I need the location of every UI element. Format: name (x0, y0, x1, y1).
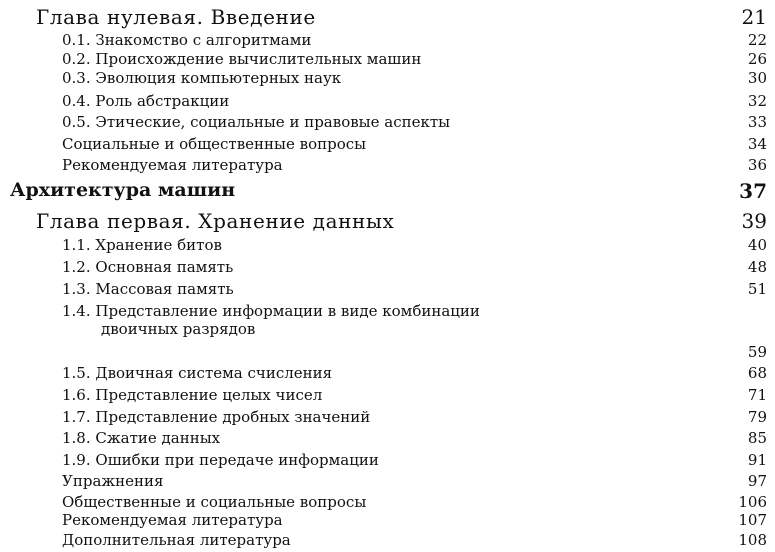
part-title: Архитектура машин (10, 179, 236, 202)
entry-title: двоичных разрядов (101, 320, 256, 339)
entry-title: Социальные и общественные вопросы (62, 135, 367, 154)
entry-page-number: 59 (747, 343, 767, 362)
entry-title: 1.1. Хранение битов (62, 236, 222, 255)
entry-title: Общественные и социальные вопросы (62, 493, 367, 511)
entry-title: Упражнения (62, 471, 164, 490)
entry-page-number: 51 (747, 279, 767, 298)
entry-title: 1.5. Двоичная система счисления (62, 363, 333, 382)
entry-title: 0.4. Роль абстракции (62, 91, 230, 110)
entry-page-number: 71 (747, 385, 767, 404)
entry-page-number: 48 (747, 257, 767, 276)
entry-title: 1.6. Представление целых чисел (62, 385, 323, 404)
entry-page-number: 106 (738, 493, 767, 511)
entry-title: 1.4. Представление информации в виде комбинации (62, 301, 480, 320)
entry-title: Рекомендуемая литература (62, 156, 283, 175)
entry-page-number: 79 (747, 408, 767, 427)
part-page-number: 37 (739, 179, 767, 204)
entry-title: 1.8. Сжатие данных (62, 429, 221, 448)
entry-page-number: 108 (738, 530, 767, 549)
entry-page-number: 107 (738, 511, 767, 530)
entry-title: 1.9. Ошибки при передаче информации (62, 450, 379, 469)
entry-title: 0.5. Этические, социальные и правовые аспекты (62, 112, 451, 131)
entry-page-number: 33 (747, 112, 767, 131)
entry-page-number: 40 (747, 236, 767, 255)
entry-page-number: 22 (747, 30, 767, 49)
entry-page-number: 91 (747, 450, 767, 469)
entry-title: Рекомендуемая литература (62, 511, 283, 530)
chapter-page-number: 21 (741, 4, 767, 29)
entry-page-number: 97 (747, 471, 767, 490)
entry-page-number: 68 (747, 363, 767, 382)
entry-page-number: 36 (747, 156, 767, 175)
entry-title: 0.2. Происхождение вычислительных машин (62, 50, 422, 69)
entry-title: 1.7. Представление дробных значений (62, 408, 371, 427)
entry-page-number: 30 (747, 69, 767, 88)
entry-page-number: 26 (747, 50, 767, 69)
chapter-title: Глава нулевая. Введение (36, 4, 316, 29)
chapter-page-number: 39 (741, 209, 767, 234)
entry-title: 0.1. Знакомство с алгоритмами (62, 30, 312, 49)
entry-title: 1.2. Основная память (62, 257, 234, 276)
entry-title: Дополнительная литература (62, 530, 291, 549)
entry-page-number: 34 (747, 135, 767, 154)
entry-title: 0.3. Эволюция компьютерных наук (62, 69, 342, 88)
chapter-title: Глава первая. Хранение данных (36, 209, 395, 234)
entry-title: 1.3. Массовая память (62, 279, 234, 298)
entry-page-number: 32 (747, 91, 767, 110)
entry-page-number: 85 (747, 429, 767, 448)
